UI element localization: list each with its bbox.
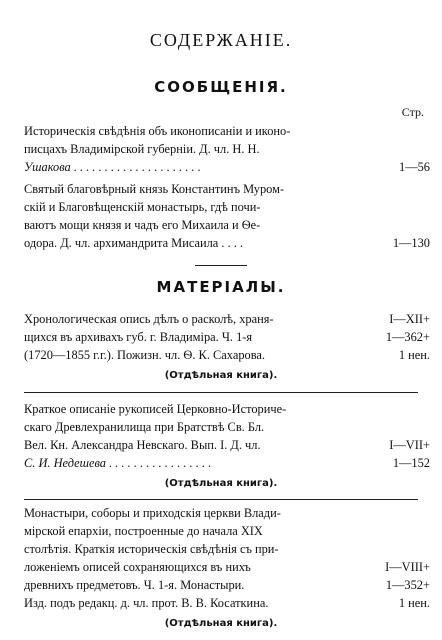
toc-entry xyxy=(24,310,354,364)
entry-line: скій и Благовѣщенскій монастырь, гдѣ почи- xyxy=(24,200,261,214)
entry-line: мірской епархіи, построенные до начала XIX xyxy=(24,524,263,538)
page-range: 1 нен. xyxy=(398,596,430,610)
page-range: 1—362+ xyxy=(385,330,430,344)
entry-pages xyxy=(360,158,430,176)
entry-line: столѣтія. Краткія историческія свѣдѣнія съ при- xyxy=(24,542,279,556)
entry-line: (1720—1855 г.г.). Пожизн. чл. Ѳ. К. Сахарова. xyxy=(24,348,265,362)
entry-pages xyxy=(360,436,430,472)
entry-divider xyxy=(24,392,418,393)
toc-entry xyxy=(24,180,354,252)
separate-book-note: (Отдѣльная книга). xyxy=(164,478,278,489)
page-range: 1—56 xyxy=(399,160,430,174)
entry-line: Монастыри, соборы и приходскія церкви Влади- xyxy=(24,506,281,520)
separate-book-note: (Отдѣльная книга). xyxy=(164,618,278,629)
entry-line: Хронологическая опись дѣлъ о расколѣ, храня- xyxy=(24,312,274,326)
separate-book-note: (Отдѣльная книга). xyxy=(164,370,278,381)
entry-line: Историческія свѣдѣнія объ иконописаніи и иконо- xyxy=(24,124,291,138)
entry-line: ложеніемъ описей сохраняющихся въ нихъ xyxy=(24,560,251,574)
page-range: I—VII+ xyxy=(389,438,430,452)
entry-line: одора. Д. чл. архимандрита Мисаила . . . . xyxy=(24,236,244,250)
entry-line: Изд. подъ редакц. д. чл. прот. В. В. Косаткина. xyxy=(24,596,269,610)
entry-line: писцахъ Владимірской губерніи. Д. чл. Н. Н. xyxy=(24,142,260,156)
toc-entry xyxy=(24,122,354,176)
page-range: 1—352+ xyxy=(385,578,430,592)
entry-line: ваютъ мощи князя и чадъ его Михаила и Ѳе- xyxy=(24,218,261,232)
page-range: I—XII+ xyxy=(389,312,430,326)
page-title: СОДЕРЖАНІЕ. xyxy=(149,30,293,50)
section-heading-messages: СООБЩЕНІЯ. xyxy=(154,78,288,96)
page-range: 1—152 xyxy=(392,456,430,470)
section-heading-materials: МАТЕРІАЛЫ. xyxy=(156,278,286,296)
entry-pages xyxy=(360,558,430,612)
entry-line: Вел. Кн. Александра Невскаго. Вып. I. Д. чл. xyxy=(24,438,261,452)
entry-line: древнихъ предметовъ. Ч. 1-я. Монастыри. xyxy=(24,578,245,592)
page-range: 1 нен. xyxy=(398,348,430,362)
entry-pages xyxy=(360,310,430,364)
entry-line: щихся въ архивахъ губ. г. Владиміра. Ч. 1-я xyxy=(24,330,253,344)
entry-line: Святый благовѣрный князь Константинъ Муром- xyxy=(24,182,285,196)
section-divider xyxy=(195,265,247,266)
entry-line: С. И. Недешева . . . . . . . . . . . . . . . . . xyxy=(24,456,212,470)
entry-line: скаго Древлехранилища при Братствѣ Св. Бл. xyxy=(24,420,265,434)
toc-entry xyxy=(24,400,354,472)
page-range: I—VIII+ xyxy=(385,560,430,574)
entry-divider xyxy=(24,499,418,500)
entry-pages xyxy=(360,234,430,252)
page-range: 1—130 xyxy=(392,236,430,250)
entry-line: Ушакова . . . . . . . . . . . . . . . . . . . . . xyxy=(24,160,201,174)
toc-entry xyxy=(24,504,354,612)
entry-line: Краткое описаніе рукописей Церковно-Историче- xyxy=(24,402,287,416)
pages-column-label: Стр. xyxy=(401,105,424,119)
